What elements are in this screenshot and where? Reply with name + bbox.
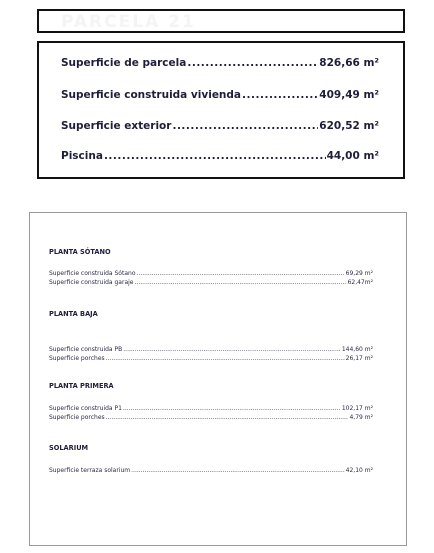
detail-row	[49, 279, 373, 287]
detail-value: 102,17 m²	[341, 405, 373, 412]
detail-row	[49, 346, 373, 354]
summary-row-piscina	[61, 150, 379, 162]
detail-box	[29, 212, 407, 546]
section-heading-baja: PLANTA BAJA	[49, 310, 98, 318]
leader-dots	[172, 120, 318, 132]
summary-value: 826,66 m²	[319, 57, 379, 69]
summary-label: Piscina	[61, 150, 103, 162]
leader-dots	[104, 150, 326, 162]
leader-dots	[106, 355, 345, 363]
summary-label: Superficie exterior	[61, 120, 172, 132]
section-heading-solarium: SOLARIUM	[49, 444, 89, 452]
detail-value: 144,60 m²	[341, 346, 373, 353]
detail-value: 26,17 m²	[345, 355, 373, 362]
detail-label: Superficie construida P1	[49, 405, 122, 412]
detail-row	[49, 414, 373, 422]
summary-label: Superficie construida vivienda	[61, 89, 242, 101]
section-heading-sotano: PLANTA SÓTANO	[49, 248, 111, 256]
detail-value: 42,10 m²	[345, 467, 373, 474]
detail-label: Superficie terraza solarium	[49, 467, 131, 474]
leader-dots	[131, 467, 345, 475]
detail-label: Superficie porches	[49, 355, 105, 362]
section-heading-primera: PLANTA PRIMERA	[49, 382, 114, 390]
summary-box	[37, 41, 405, 179]
summary-value: 409,49 m²	[319, 89, 379, 101]
summary-label: Superficie de parcela	[61, 57, 187, 69]
detail-value: 4,79 m²	[349, 414, 373, 421]
leader-dots	[135, 279, 347, 287]
leader-dots	[136, 270, 344, 278]
detail-row	[49, 355, 373, 363]
detail-label: Superficie construida Sótano	[49, 270, 136, 277]
detail-row	[49, 467, 373, 475]
detail-label: Superficie construida garaje	[49, 279, 134, 286]
page-title: PARCELA 21	[61, 12, 196, 32]
leader-dots	[187, 57, 318, 69]
summary-value: 620,52 m²	[319, 120, 379, 132]
detail-row	[49, 405, 373, 413]
detail-value: 69,29 m²	[345, 270, 373, 277]
detail-value: 62,47m²	[347, 279, 373, 286]
summary-value: 44,00 m²	[326, 150, 379, 162]
summary-row-parcela	[61, 57, 379, 69]
leader-dots	[123, 346, 341, 354]
summary-row-construida	[61, 89, 379, 101]
title-box	[37, 9, 405, 33]
detail-row	[49, 270, 373, 278]
summary-row-exterior	[61, 120, 379, 132]
detail-label: Superficie construida PB	[49, 346, 123, 353]
leader-dots	[242, 89, 318, 101]
detail-label: Superficie porches	[49, 414, 105, 421]
leader-dots	[123, 405, 341, 413]
leader-dots	[106, 414, 349, 422]
